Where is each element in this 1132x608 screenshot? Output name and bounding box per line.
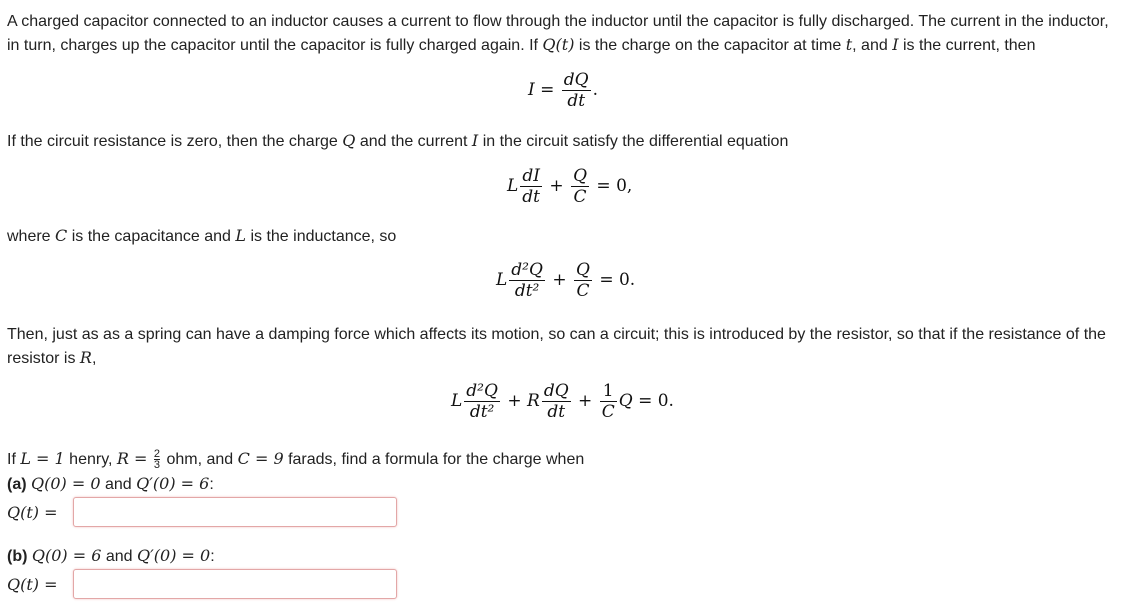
eq3-numerator-1: d²Q xyxy=(511,260,543,280)
paragraph-capacitance-inductance xyxy=(7,224,1117,248)
para2-text-2: and the current xyxy=(355,133,472,150)
part-a-conditions xyxy=(7,472,1117,496)
eq1-denominator: dt xyxy=(562,90,591,111)
para3-math-c: C xyxy=(55,226,68,245)
eq4-r: R xyxy=(527,391,540,411)
part-b-and: and xyxy=(101,548,138,565)
eq4-denominator-3: C xyxy=(601,402,615,422)
given-text-2: henry, xyxy=(64,451,117,468)
eq3-denominator-2: C xyxy=(574,280,592,301)
intro-text-3: , and xyxy=(852,37,893,54)
eq2-fraction-1 xyxy=(520,166,542,207)
eq3-fraction-1 xyxy=(509,260,545,301)
part-a-condition-2: Q′(0) = 6 xyxy=(136,474,210,493)
para2-text-3: in the circuit satisfy the differential equation xyxy=(478,133,789,150)
given-text-4: farads, find a formula for the charge when xyxy=(283,451,585,468)
given-r-numerator: 2 xyxy=(153,448,161,461)
eq4-numerator-2: dQ xyxy=(543,381,569,401)
given-text-3: ohm, and xyxy=(162,451,238,468)
eq3-rhs: = 0. xyxy=(599,270,636,290)
eq1-fraction xyxy=(562,70,591,111)
eq2-rhs: = 0, xyxy=(596,176,633,196)
equation-lc-circuit-second-order xyxy=(496,260,635,301)
part-a-and: and xyxy=(100,476,137,493)
given-l-value: L = 1 xyxy=(20,449,65,468)
given-r-fraction xyxy=(154,449,160,470)
eq4-numerator-1: d²Q xyxy=(466,381,498,401)
part-a-condition-1: Q(0) = 0 xyxy=(31,474,101,493)
eq2-plus: + xyxy=(549,176,564,196)
eq4-denominator-2: dt xyxy=(542,401,571,422)
given-r-denominator: 3 xyxy=(153,459,161,472)
eq2-fraction-2 xyxy=(571,166,589,207)
intro-text-2: is the charge on the capacitor at time xyxy=(574,37,846,54)
eq4-numerator-3: 1 xyxy=(602,381,614,401)
eq4-fraction-3 xyxy=(600,381,617,422)
paragraph-zero-resistance xyxy=(7,129,1117,153)
para2-math-q: Q xyxy=(342,131,356,150)
eq2-denominator-2: C xyxy=(571,186,589,207)
part-b-answer-input[interactable] xyxy=(73,569,397,599)
para3-text-1: where xyxy=(7,228,56,245)
part-a-answer-label: Q(t) = xyxy=(7,502,58,522)
part-b-colon: : xyxy=(210,548,215,565)
part-a-answer-input[interactable] xyxy=(73,497,397,527)
para4-text-2: , xyxy=(91,350,97,367)
eq2-numerator-2: Q xyxy=(573,166,588,186)
para2-text-1: If the circuit resistance is zero, then the charge xyxy=(7,133,343,150)
eq1-lhs: I = xyxy=(528,80,555,100)
part-a-label: (a) xyxy=(7,476,27,493)
part-b-answer-row xyxy=(7,567,397,601)
equation-rlc-circuit xyxy=(451,381,674,422)
eq4-plus-1: + xyxy=(507,391,522,411)
para4-math-r: R xyxy=(79,348,92,367)
eq4-l: L xyxy=(451,391,463,411)
eq2-numerator-1: dI xyxy=(522,166,540,186)
intro-math-i: I xyxy=(892,35,899,54)
part-a-colon: : xyxy=(209,476,214,493)
para3-math-l: L xyxy=(235,226,247,245)
eq2-denominator-1: dt xyxy=(522,187,541,207)
para4-text-1: Then, just as as a spring can have a damping force which affects its motion, so can a circuit; this is introduced by the resistor, so that if the resistance of the resistor is xyxy=(7,326,1106,367)
eq1-period: . xyxy=(592,80,599,100)
eq4-q: Q xyxy=(618,391,633,411)
para3-text-3: is the inductance, so xyxy=(246,228,397,245)
para3-text-2: is the capacitance and xyxy=(67,228,236,245)
given-c-value: C = 9 xyxy=(237,449,284,468)
part-b-condition-1: Q(0) = 6 xyxy=(31,546,102,565)
part-a-answer-row xyxy=(7,495,397,529)
eq4-denominator-1: dt² xyxy=(464,401,500,422)
given-values xyxy=(7,447,1117,471)
given-r-value: R = xyxy=(116,449,148,468)
equation-lc-circuit-first-order xyxy=(507,166,632,207)
eq4-fraction-1 xyxy=(464,381,500,422)
eq4-rhs: = 0. xyxy=(638,391,674,411)
part-b-answer-label: Q(t) = xyxy=(7,574,58,594)
intro-math-t: t xyxy=(845,35,853,54)
paragraph-damping xyxy=(7,323,1117,370)
eq3-denominator-1: dt² xyxy=(509,280,545,301)
intro-math-qt: Q(t) xyxy=(542,35,575,54)
eq3-fraction-2 xyxy=(574,260,592,301)
eq2-l: L xyxy=(507,176,519,196)
eq3-plus: + xyxy=(552,270,567,290)
para2-math-i: I xyxy=(471,131,479,150)
eq4-plus-2: + xyxy=(578,391,593,411)
intro-paragraph xyxy=(7,10,1117,57)
intro-text-1: A charged capacitor connected to an inductor causes a current to flow through the inductor until the capacitor is fully discharged. The current in the inductor, in turn, charges up the capacitor until the capacitor is fully charged again. If xyxy=(7,13,1109,54)
part-b-conditions xyxy=(7,544,1117,568)
part-b-label: (b) xyxy=(7,548,28,565)
eq3-numerator-2: Q xyxy=(576,260,590,280)
eq4-fraction-2 xyxy=(542,381,571,422)
given-text-1: If xyxy=(7,451,21,468)
eq1-numerator: dQ xyxy=(563,70,589,90)
eq3-l: L xyxy=(496,270,508,290)
intro-text-4: is the current, then xyxy=(898,37,1036,54)
equation-current-definition xyxy=(528,70,598,111)
part-b-condition-2: Q′(0) = 0 xyxy=(137,546,211,565)
